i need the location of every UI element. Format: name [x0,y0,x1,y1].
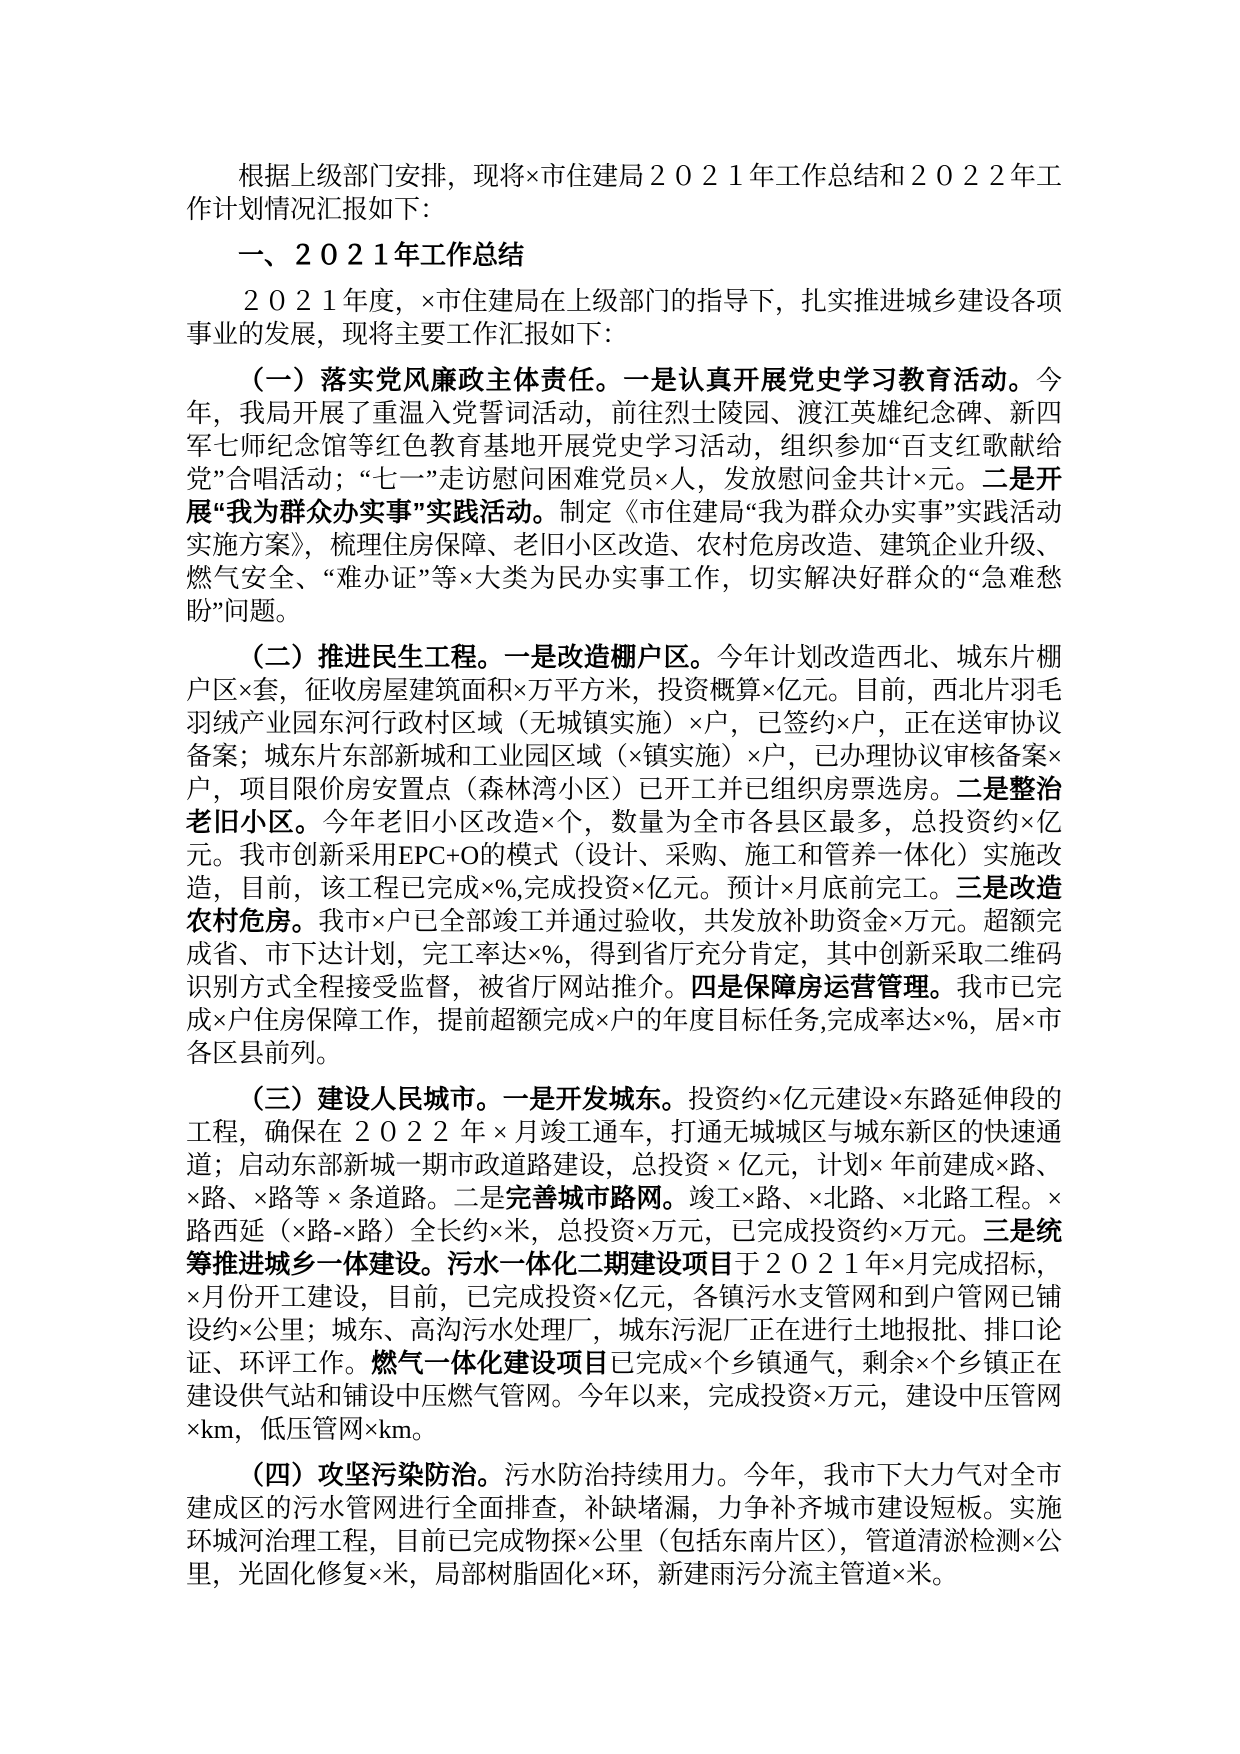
bold-text-run: 一、２０２１年工作总结 [238,240,525,270]
paragraph-pollution-control [186,1459,1062,1591]
text-run: 今年老旧小区改造×个，数量为全市各县区最多，总投资约×亿元。我市创新采用EPC+O的模式（设计、采购、施工和管养一体化）实施改造，目前，该工程已完成×%,完成投资×亿元。预计×月底前完工。 [186,808,1062,903]
bold-text-run: （一）落实党风廉政主体责任。一是认真开展党史学习教育活动。 [238,365,1036,395]
text-run: 今年计划改造西北、城东片棚户区×套，征收房屋建筑面积×万平方米，投资概算×亿元。目前，西北片羽毛羽绒产业园东河行政村区域（无城镇实施）×户，已签约×户，正在送审协议备案；城东片东部新城和工业园区域（×镇实施）×户，已办理协议审核备案×户，项目限价房安置点（森林湾小区）已开工并已组织房票选房。 [186,643,1062,804]
paragraph-people-city [186,1083,1062,1446]
text-run: 投资约×亿元建设×东路延伸段的工程，确保在 ２０２２ 年 × 月竣工通车，打通无城城区与城东新区的快速通道；启动东部新城一期市政道路建设，总投资 × 亿元，计划× 年前建成×路、×路、×路等 × 条道路。二是 [186,1085,1062,1213]
text-run: 污水防治持续用力。今年，我市下大力气对全市建成区的污水管网进行全面排查，补缺堵漏，力争补齐城市建设短板。实施环城河治理工程，目前已完成物探×公里（包括东南片区），管道清淤检测×公里，光固化修复×米，局部树脂固化×环，新建雨污分流主管道×米。 [186,1461,1062,1589]
text-run: 已完成×个乡镇通气，剩余×个乡镇正在建设供气站和铺设中压燃气管网。今年以来，完成投资×万元，建设中压管网×km，低压管网×km。 [186,1349,1062,1444]
bold-text-run: 燃气一体化建设项目 [371,1348,610,1378]
bold-text-run: 三是改造农村危房。 [186,873,1062,936]
text-run: 根据上级部门安排，现将×市住建局２０２１年工作总结和２０２２年工作计划情况汇报如下： [186,162,1062,224]
paragraph-intro [186,160,1062,226]
text-run: 于２０２１年×月完成招标，×月份开工建设，目前，已完成投资×亿元，各镇污水支管网和到户管网已铺设约×公里；城东、高沟污水处理厂，城东污泥厂正在进行土地报批、排口论证、环评工作。 [186,1250,1062,1378]
paragraph-2021-overview [186,285,1062,351]
bold-text-run: （三）建设人民城市。一是开发城东。 [238,1084,689,1114]
text-run: 竣工×路、×北路、×北路工程。×路西延（×路-×路）全长约×米，总投资×万元，已完成投资约×万元。 [186,1184,1062,1246]
text-run: ２０２１年度，×市住建局在上级部门的指导下，扎实推进城乡建设各项事业的发展，现将主要工作汇报如下： [186,287,1062,349]
document-content [186,160,1062,1591]
text-run: 制定《市住建局“我为群众办实事”实践活动实施方案》，梳理住房保障、老旧小区改造、农村危房改造、建筑企业升级、燃气安全、“难办证”等×大类为民办实事工作，切实解决好群众的“急难愁盼”问题。 [186,498,1062,626]
bold-text-run: （二）推进民生工程。一是改造棚户区。 [238,642,717,672]
text-run: 今年，我局开展了重温入党誓词活动，前往烈士陵园、渡江英雄纪念碑、新四军七师纪念馆等红色教育基地开展党史学习活动，组织参加“百支红歌献给党”合唱活动；“七一”走访慰问困难党员×人，发放慰问金共计×元。 [186,366,1062,494]
text-run: 我市×户已全部竣工并通过验收，共发放补助资金×万元。超额完成省、市下达计划，完工率达×%，得到省厅充分肯定，其中创新采取二维码识别方式全程接受监督，被省厅网站推介。 [186,907,1062,1002]
bold-text-run: 二是整治老旧小区。 [186,774,1062,837]
bold-text-run: 二是开展“我为群众办实事”实践活动。 [186,464,1062,527]
paragraph-party-conduct [186,364,1062,628]
heading-2021-work-summary [186,239,1062,272]
bold-text-run: 四是保障房运营管理。 [690,972,957,1002]
paragraph-livelihood-projects [186,641,1062,1070]
bold-text-run: （四）攻坚污染防治。 [238,1460,504,1490]
bold-text-run: 三是统筹推进城乡一体建设。污水一体化二期建设项目 [186,1216,1062,1279]
text-run: 我市已完成×户住房保障工作，提前超额完成×户的年度目标任务,完成率达×%，居×市各区县前列。 [186,973,1062,1068]
bold-text-run: 完善城市路网。 [505,1183,689,1213]
